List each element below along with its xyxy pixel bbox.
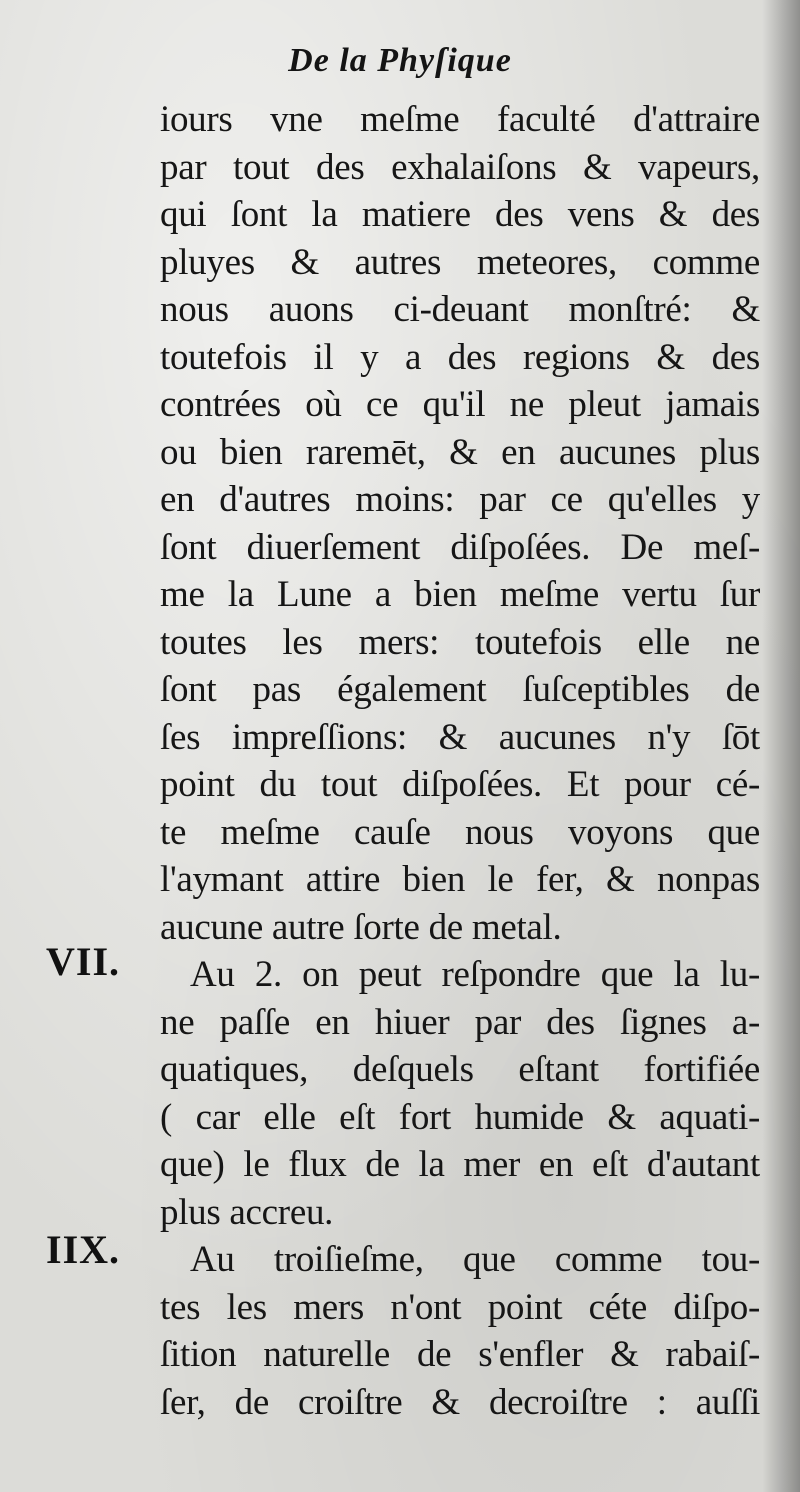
text-line: ſition naturelle de s'enfler & rabaiſ- [160,1334,760,1375]
text-line: nous auons ci-deuant monſtré: & [160,289,760,330]
text-line: qui ſont la matiere des vens & des [160,194,760,235]
text-line: que) le flux de la mer en eſt d'autant [160,1144,760,1185]
text-line: toutefois il y a des regions & des [160,336,760,378]
text-line: tes les mers n'ont point céte diſpo- [160,1286,760,1328]
section-marker-iix: IIX. [46,1227,121,1272]
text-line: me la Lune a bien meſme vertu ſur [160,574,760,615]
text-line: ſes impreſſions: & aucunes n'y ſōt [160,716,760,758]
text-line: ( car elle eſt fort humide & aquati- [160,1096,760,1138]
text-line: pluyes & autres meteores, comme [160,241,760,283]
text-line: ſont diuerſement diſpoſées. De meſ- [160,526,760,568]
section-marker-vii: VII. [46,939,121,984]
text-line: ne paſſe en hiuer par des ſignes a- [160,1001,760,1043]
text-line: ſont pas également ſuſceptibles de [160,669,760,710]
text-line: ſer, de croiſtre & decroiſtre : auſſi [160,1381,760,1423]
text-line: par tout des exhalaiſons & vapeurs, [160,146,760,188]
text-line: Au troiſieſme, que comme tou- [190,1239,760,1280]
running-header: De la Phyſique [288,42,512,79]
text-line: en d'autres moins: par ce qu'elles y [160,479,760,520]
text-line: te meſme cauſe nous voyons que [160,811,760,853]
text-line: l'aymant attire bien le fer, & nonpas [160,859,760,900]
text-line: contrées où ce qu'il ne pleut jamais [160,384,760,425]
text-line: Au 2. on peut reſpondre que la lu- [190,954,760,995]
text-line: quatiques, deſquels eſtant fortifiée [160,1049,760,1090]
text-line: aucune autre ſorte de metal. [160,906,562,948]
text-line: plus accreu. [160,1191,334,1233]
page-edge-shadow [762,0,800,1492]
body-text [160,96,760,1426]
text-line: iours vne meſme faculté d'attraire [160,99,760,140]
text-line: point du tout diſpoſées. Et pour cé- [160,764,760,805]
text-line: ou bien raremēt, & en aucunes plus [160,431,760,473]
text-line: toutes les mers: toutefois elle ne [160,621,760,663]
